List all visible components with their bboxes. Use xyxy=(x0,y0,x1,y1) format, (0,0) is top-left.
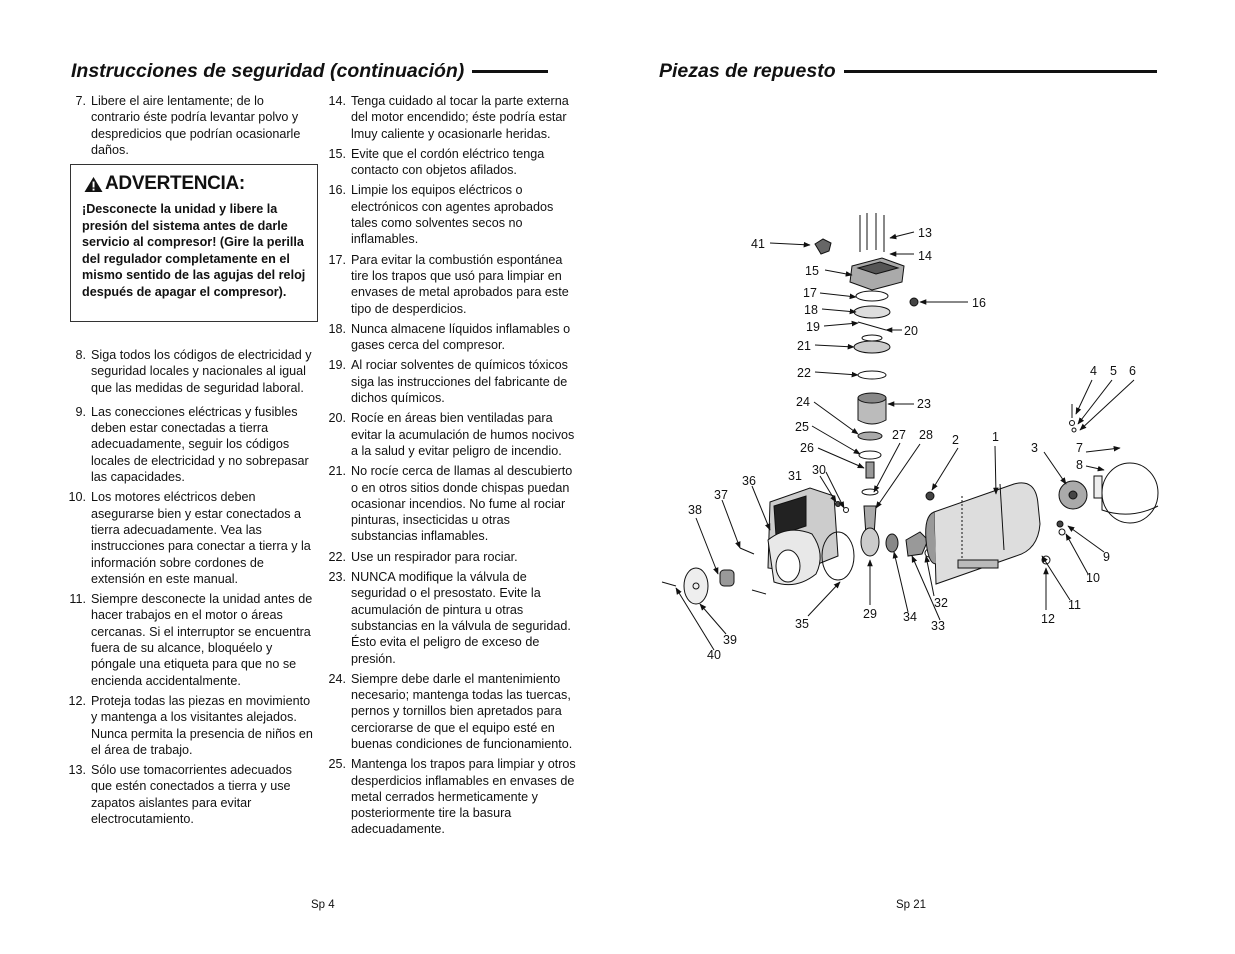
part-label-5: 5 xyxy=(1110,364,1117,378)
item-text: Los motores eléctricos deben asegurarse bien y estar conectados a tierra adecuadamente. Vea las instrucciones para conectar a tierra y la información sobre cordones de extensión en este manual. xyxy=(91,490,311,586)
list-item xyxy=(324,357,578,406)
list-item xyxy=(324,182,578,247)
item-number: 11. xyxy=(69,592,86,607)
item-text: Tenga cuidado al tocar la parte externa del motor encendido; éste podría estar lmuy caliente y ocasionarle heridas. xyxy=(351,94,569,141)
part-label-29: 29 xyxy=(863,607,877,621)
item-text: NUNCA modifique la válvula de seguridad o el presostato. Evite la acumulación de pintura u otras substancias en la válvula de seguridad. Ésto evita el peligro de exceso de presión. xyxy=(351,570,571,666)
part-label-4: 4 xyxy=(1090,364,1097,378)
item-number: 25. xyxy=(328,757,346,772)
page-number-right: Sp 21 xyxy=(896,899,927,911)
item-number: 17. xyxy=(328,252,346,267)
item-text: Para evitar la combustión espontánea tire los trapos que usó para limpiar en envases de metal aprobados para este tipo de desperdicios. xyxy=(351,252,569,316)
item-number: 8. xyxy=(75,348,86,362)
part-label-17: 17 xyxy=(803,286,817,300)
item-number: 15. xyxy=(328,146,346,161)
part-label-6: 6 xyxy=(1129,364,1136,378)
item-text: Evite que el cordón eléctrico tenga contacto con objetos afilados. xyxy=(351,146,545,178)
list-item xyxy=(64,404,316,485)
item-text: Limpie los equipos eléctricos o electrónicos con agentes aprobados tales como solventes secos no inflamables. xyxy=(351,183,554,247)
part-label-24: 24 xyxy=(796,395,810,409)
part-label-22: 22 xyxy=(797,366,811,380)
part-label-27: 27 xyxy=(892,428,906,442)
part-label-14: 14 xyxy=(918,249,932,263)
part-label-37: 37 xyxy=(714,488,728,502)
warning-heading xyxy=(84,173,307,195)
safety-list-a xyxy=(64,93,314,162)
list-item xyxy=(324,671,578,752)
part-label-33: 33 xyxy=(931,619,945,633)
part-labels xyxy=(688,226,1136,662)
part-label-41: 41 xyxy=(751,237,765,251)
list-item xyxy=(64,693,316,758)
item-number: 16. xyxy=(328,183,346,198)
list-item xyxy=(324,252,578,317)
list-item xyxy=(324,146,578,179)
right-title-text: Piezas de repuesto xyxy=(659,60,836,82)
item-text: Sólo use tomacorrientes adecuados que estén conectados a tierra y use zapatos aislantes para evitar electrocutamiento. xyxy=(91,763,292,827)
list-item xyxy=(324,569,578,667)
item-text: No rocíe cerca de llamas al descubierto o en otros sitios donde chispas puedan ocasionar incendios. No fume al rociar pinturas, insecticidas u otras substancias inflamables. xyxy=(351,464,573,544)
item-text: Siga todos los códigos de electricidad y seguridad locales y nacionales al igual que las medidas de seguridad laboral. xyxy=(91,348,312,395)
left-title-text: Instrucciones de seguridad (continuación) xyxy=(71,60,465,82)
left-page-title xyxy=(71,60,548,83)
item-text: Rocíe en áreas bien ventiladas para evitar la acumulación de humos nocivos a la salud y evitar peligro de incendio. xyxy=(351,411,575,458)
part-label-9: 9 xyxy=(1103,550,1110,564)
right-page-title xyxy=(659,60,1157,83)
item-text: Use un respirador para rociar. xyxy=(351,549,518,564)
item-text: Al rociar solventes de químicos tóxicos siga las instrucciones del fabricante de dichos químicos. xyxy=(351,358,568,406)
part-label-18: 18 xyxy=(804,303,818,317)
title-rule xyxy=(844,70,1157,73)
part-label-2: 2 xyxy=(952,433,959,447)
item-text: Las conecciones eléctricas y fusibles deben estar conectadas a tierra adecuadamente, seguir los códigos locales de electricidad y no sobrepasar las capacidades. xyxy=(91,404,309,485)
item-text: Siempre debe darle el mantenimiento necesario; mantenga todas las tuercas, pernos y tornillos bien apretados para cerciorarse de que el equipo esté en buenas condiciones de funcionamiento. xyxy=(351,671,573,751)
list-item xyxy=(64,762,316,827)
list-item xyxy=(64,489,316,587)
item-text: Siempre desconecte la unidad antes de hacer trabajos en el motor o áreas cercanas. Si el interruptor se encuentra fuera de su alcance, bloquéelo y póngale una etiqueta para que no se encienda accidentalmente. xyxy=(91,592,313,688)
part-label-23: 23 xyxy=(917,397,931,411)
list-item xyxy=(324,756,578,837)
list-item xyxy=(324,93,578,142)
item-number: 13. xyxy=(68,763,86,778)
part-label-16: 16 xyxy=(972,296,986,310)
part-label-15: 15 xyxy=(805,264,819,278)
safety-list-b xyxy=(64,347,316,831)
item-number: 22. xyxy=(328,549,346,564)
list-item xyxy=(64,347,316,396)
part-label-38: 38 xyxy=(688,503,702,517)
part-label-32: 32 xyxy=(934,596,948,610)
item-number: 10. xyxy=(68,490,86,505)
page-number-left: Sp 4 xyxy=(311,899,335,911)
item-number: 12. xyxy=(68,693,86,708)
item-number: 14. xyxy=(328,94,346,108)
exploded-parts-diagram xyxy=(640,190,1180,680)
part-label-19: 19 xyxy=(806,320,820,334)
list-item xyxy=(324,321,578,354)
item-number: 20. xyxy=(328,411,346,426)
part-label-21: 21 xyxy=(797,339,811,353)
part-label-25: 25 xyxy=(795,420,809,434)
part-label-40: 40 xyxy=(707,648,721,662)
item-text: Nunca almacene líquidos inflamables o gases cerca del compresor. xyxy=(351,321,571,353)
title-rule xyxy=(472,70,548,73)
item-number: 23. xyxy=(328,570,346,585)
part-label-12: 12 xyxy=(1041,612,1055,626)
part-label-1: 1 xyxy=(992,430,999,444)
part-label-26: 26 xyxy=(800,441,814,455)
part-label-28: 28 xyxy=(919,428,933,442)
part-label-31: 31 xyxy=(788,469,802,483)
list-item xyxy=(324,410,578,459)
item-text: Proteja todas las piezas en movimiento y mantenga a los visitantes alejados. Nunca permita la presencia de niños en el área de trabajo. xyxy=(91,693,313,757)
safety-list-c xyxy=(324,93,578,842)
part-label-10: 10 xyxy=(1086,571,1100,585)
item-number: 21. xyxy=(328,464,346,479)
part-label-3: 3 xyxy=(1031,441,1038,455)
item-text: Libere el aire lentamente; de lo contrario éste podría levantar polvo y despredicios que podrían ocasionarle daños. xyxy=(91,94,301,157)
list-item xyxy=(324,463,578,544)
item-number: 18. xyxy=(328,321,346,336)
part-label-35: 35 xyxy=(795,617,809,631)
warning-text: ¡Desconecte la unidad y libere la presión del sistema antes de darle servicio al compresor! (Gire la perilla del regulador completamente en el mismo sentido de las agujas del reloj después de apagar el compresor). xyxy=(82,202,306,299)
warning-triangle-icon xyxy=(84,176,103,193)
part-label-34: 34 xyxy=(903,610,917,624)
list-item xyxy=(64,93,314,158)
warning-heading-text: ADVERTENCIA: xyxy=(105,173,245,194)
item-number: 24. xyxy=(328,671,346,686)
part-label-39: 39 xyxy=(723,633,737,647)
part-label-8: 8 xyxy=(1076,458,1083,472)
item-number: 19. xyxy=(328,358,346,373)
list-item xyxy=(324,549,578,565)
part-label-36: 36 xyxy=(742,474,756,488)
part-label-20: 20 xyxy=(904,324,918,338)
item-number: 7. xyxy=(75,94,86,108)
diagram-parts xyxy=(662,213,1158,604)
list-item xyxy=(64,591,316,689)
part-label-11: 11 xyxy=(1068,598,1081,612)
item-text: Mantenga los trapos para limpiar y otros desperdicios inflamables en envases de metal cerrados hermeticamente y posteriormente tire la basura adecuadamente. xyxy=(351,757,576,837)
part-label-30: 30 xyxy=(812,463,826,477)
part-label-13: 13 xyxy=(918,226,932,240)
warning-box xyxy=(70,164,318,322)
part-label-7: 7 xyxy=(1076,441,1083,455)
item-number: 9. xyxy=(75,404,86,419)
